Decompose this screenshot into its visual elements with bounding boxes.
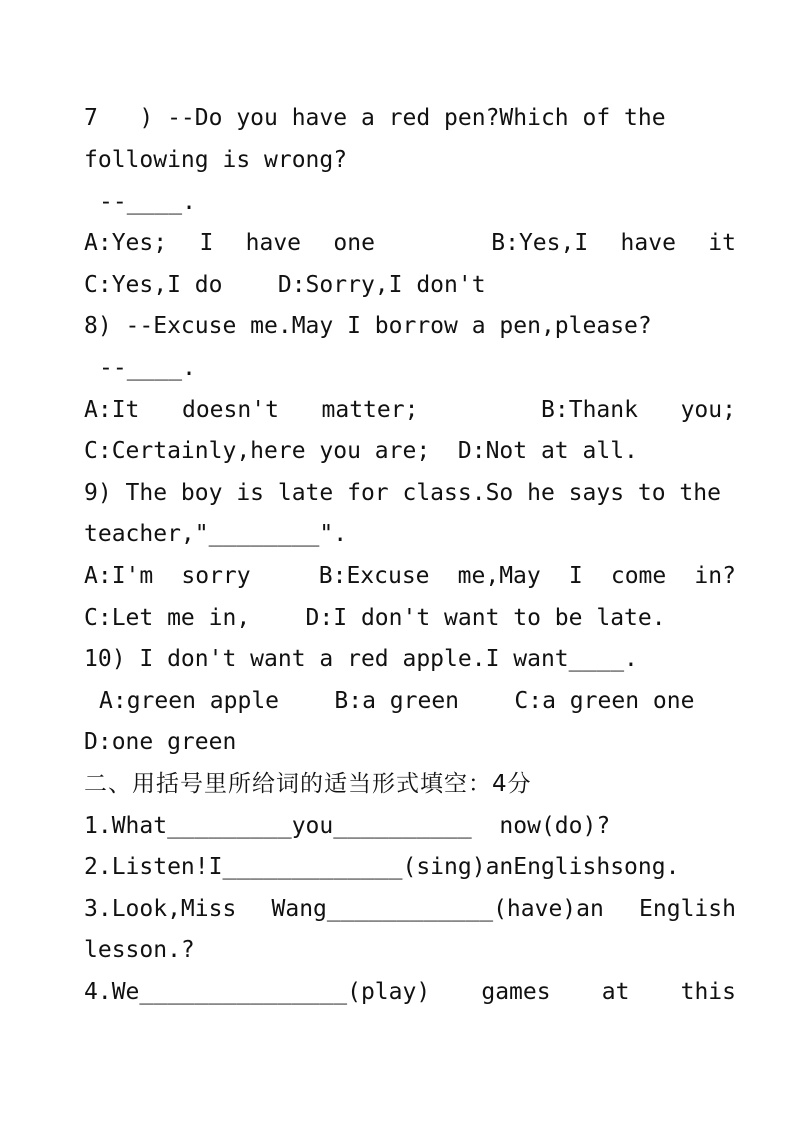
option-word: B:Yes,I	[491, 230, 589, 256]
option-word: doesn't	[181, 397, 279, 423]
question-8-options-cd: C:Certainly,here you are; D:Not at all.	[84, 438, 638, 464]
option-word: A:It	[84, 397, 140, 423]
question-10-line-1: 10) I don't want a red apple.I want____.	[84, 646, 638, 672]
option-word: I	[568, 563, 583, 589]
option-word: one	[333, 230, 375, 256]
fill-blank-4-part: 4.We_______________(play)	[84, 979, 431, 1005]
question-10-option-d: D:one green	[84, 729, 237, 755]
fill-blank-3-continued: lesson.?	[84, 937, 195, 963]
fill-blank-4	[84, 972, 736, 1012]
question-8-answer-blank: --____.	[99, 355, 196, 381]
option-word: you;	[680, 397, 736, 423]
fill-blank-3-part: English	[639, 896, 736, 922]
question-9-line-1: 9) The boy is late for class.So he says to the	[84, 480, 721, 506]
option-word: it	[708, 230, 736, 256]
option-word: A:I'm	[84, 563, 154, 589]
option-word: A:Yes;	[84, 230, 168, 256]
option-word: I	[199, 230, 214, 256]
question-8-options-ab	[84, 390, 736, 430]
option-word: in?	[694, 563, 736, 589]
fill-blank-4-part: this	[680, 979, 736, 1005]
question-9-options-ab	[84, 556, 736, 596]
option-word: have	[620, 230, 676, 256]
option-word: B:Thank	[541, 397, 638, 423]
fill-blank-4-part: at	[601, 979, 630, 1005]
question-7-options-ab	[84, 223, 736, 263]
section-two-heading: 二、用括号里所给词的适当形式填空：4分	[84, 771, 532, 797]
question-7-options-cd: C:Yes,I do D:Sorry,I don't	[84, 272, 486, 298]
question-7-line-1: 7 ) --Do you have a red pen?Which of the	[84, 105, 666, 131]
question-7-answer-blank: --____.	[99, 189, 196, 215]
question-7-line-2: following is wrong?	[84, 147, 348, 173]
option-word: come	[610, 563, 667, 589]
fill-blank-1: 1.What_________you__________ now(do)?	[84, 813, 611, 839]
fill-blank-3-part: Wang____________(have)an	[271, 896, 604, 922]
option-word: sorry	[181, 563, 251, 589]
fill-blank-3	[84, 889, 736, 929]
option-word: me,May	[457, 563, 541, 589]
fill-blank-2: 2.Listen!I_____________(sing)anEnglishsong.	[84, 854, 680, 880]
question-10-options-abc: A:green apple B:a green C:a green one	[99, 688, 695, 714]
option-word: have	[245, 230, 302, 256]
question-9-line-2: teacher,"________".	[84, 521, 348, 547]
option-word: matter;	[321, 397, 419, 423]
option-word: B:Excuse	[318, 563, 430, 589]
question-9-options-cd: C:Let me in, D:I don't want to be late.	[84, 605, 666, 631]
fill-blank-4-part: games	[481, 979, 551, 1005]
fill-blank-3-part: 3.Look,Miss	[84, 896, 237, 922]
question-8-line-1: 8) --Excuse me.May I borrow a pen,please?	[84, 313, 652, 339]
